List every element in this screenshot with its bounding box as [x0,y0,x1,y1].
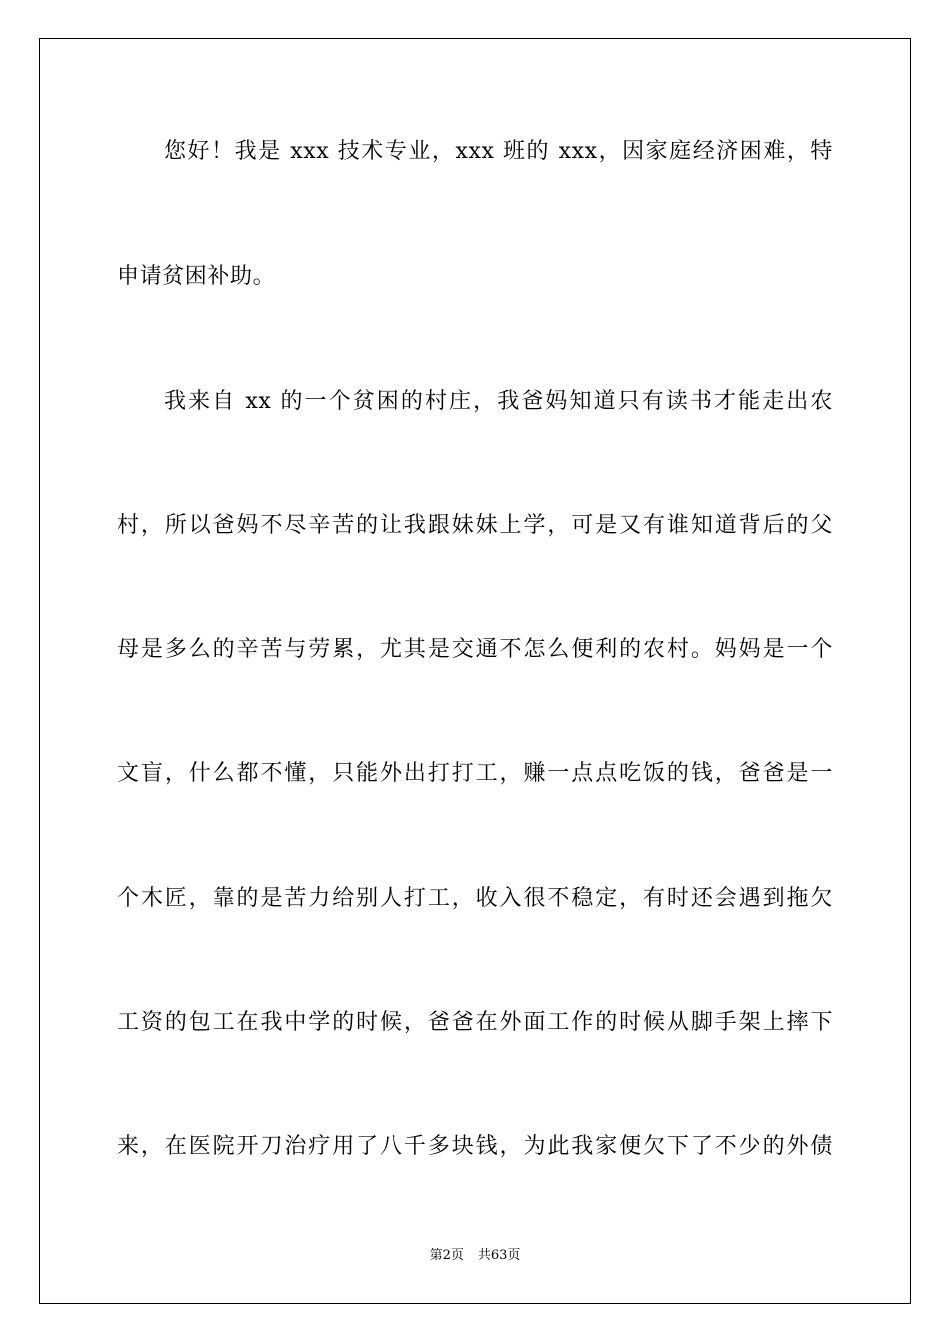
body-line-7: 个木匠，靠的是苦力给别人打工，收入很不稳定，有时还会遇到拖欠 [117,886,833,911]
body-line-2: 申请贫困补助。 [117,264,276,289]
body-line-5: 母是多么的辛苦与劳累，尤其是交通不怎么便利的农村。妈妈是一个 [117,637,833,662]
page-footer [0,1247,950,1265]
body-line-3: 我来自 xx 的一个贫困的村庄，我爸妈知道只有读书才能走出农 [164,389,833,414]
page-border [39,38,911,1304]
body-line-6: 文盲，什么都不懂，只能外出打打工，赚一点点吃饭的钱，爸爸是一 [117,761,833,786]
page-total: 共63页 [477,1248,521,1263]
body-line-9: 来，在医院开刀治疗用了八千多块钱，为此我家便欠下了不少的外债 [117,1134,833,1159]
body-line-1: 您好！我是 xxx 技术专业，xxx 班的 xxx，因家庭经济困难，特 [164,139,833,164]
body-line-8: 工资的包工在我中学的时候，爸爸在外面工作的时候从脚手架上摔下 [117,1010,833,1035]
page-number: 第2页 [429,1248,464,1263]
body-line-4: 村，所以爸妈不尽辛苦的让我跟妹妹上学，可是又有谁知道背后的父 [117,513,833,538]
